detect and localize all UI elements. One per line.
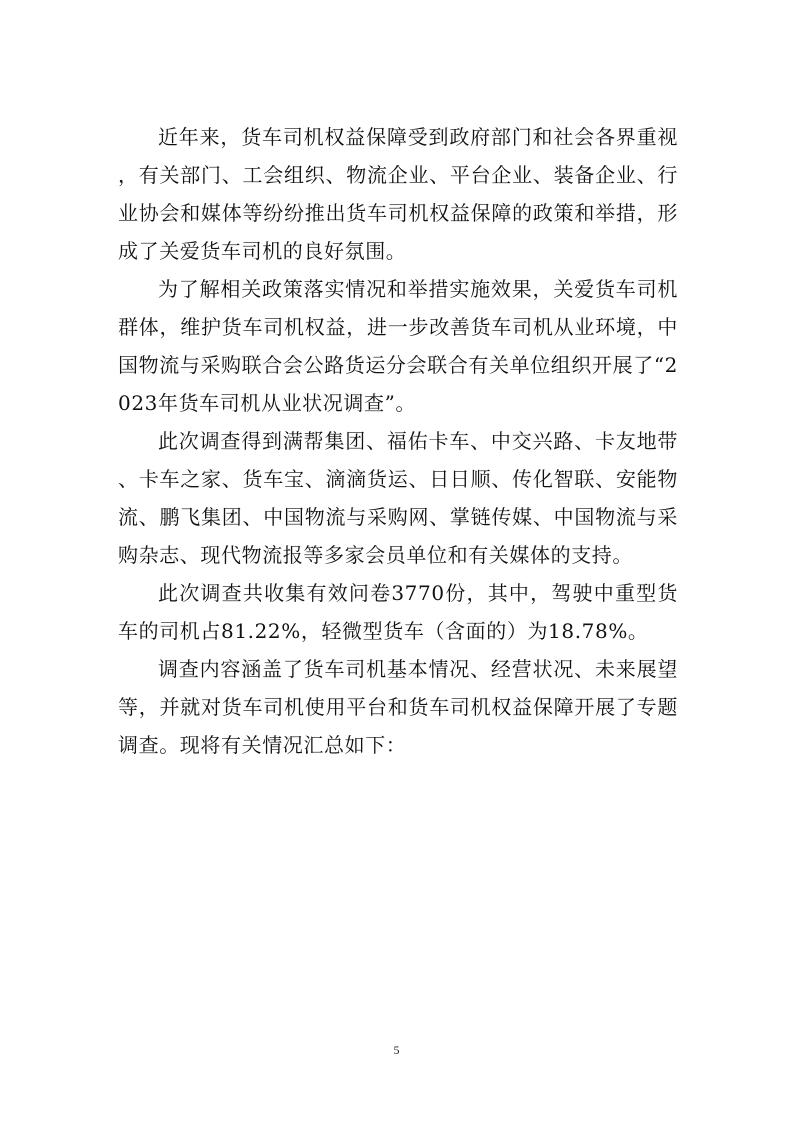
paragraph-scope: 调查内容涵盖了货车司机基本情况、经营状况、未来展望等，并就对货车司机使用平台和货车司机权益保障开展了专题调查。现将有关情况汇总如下： [118,657,678,757]
paragraph-intro: 近年来，货车司机权益保障受到政府部门和社会各界重视，有关部门、工会组织、物流企业、平台企业、装备企业、行业协会和媒体等纷纷推出货车司机权益保障的政策和举措，形成了关爱货车司机的良好氛围。 [118,125,678,263]
page-number: 5 [393,1043,400,1057]
paragraph-purpose: 为了解相关政策落实情况和举措实施效果，关爱货车司机群体，维护货车司机权益，进一步改善货车司机从业环境，中国物流与采购联合会公路货运分会联合有关单位组织开展了“2023年货车司机从业状况调查”。 [118,277,678,415]
body-text [118,118,678,764]
paragraph-supporters: 此次调查得到满帮集团、福佑卡车、中交兴路、卡友地带、卡车之家、货车宝、滴滴货运、日日顺、传化智联、安能物流、鹏飞集团、中国物流与采购网、掌链传媒、中国物流与采购杂志、现代物流报等多家会员单位和有关媒体的支持。 [118,429,678,567]
paragraph-sample: 此次调查共收集有效问卷3770份，其中，驾驶中重型货车的司机占81.22%，轻微型货车（含面的）为18.78%。 [118,581,678,643]
